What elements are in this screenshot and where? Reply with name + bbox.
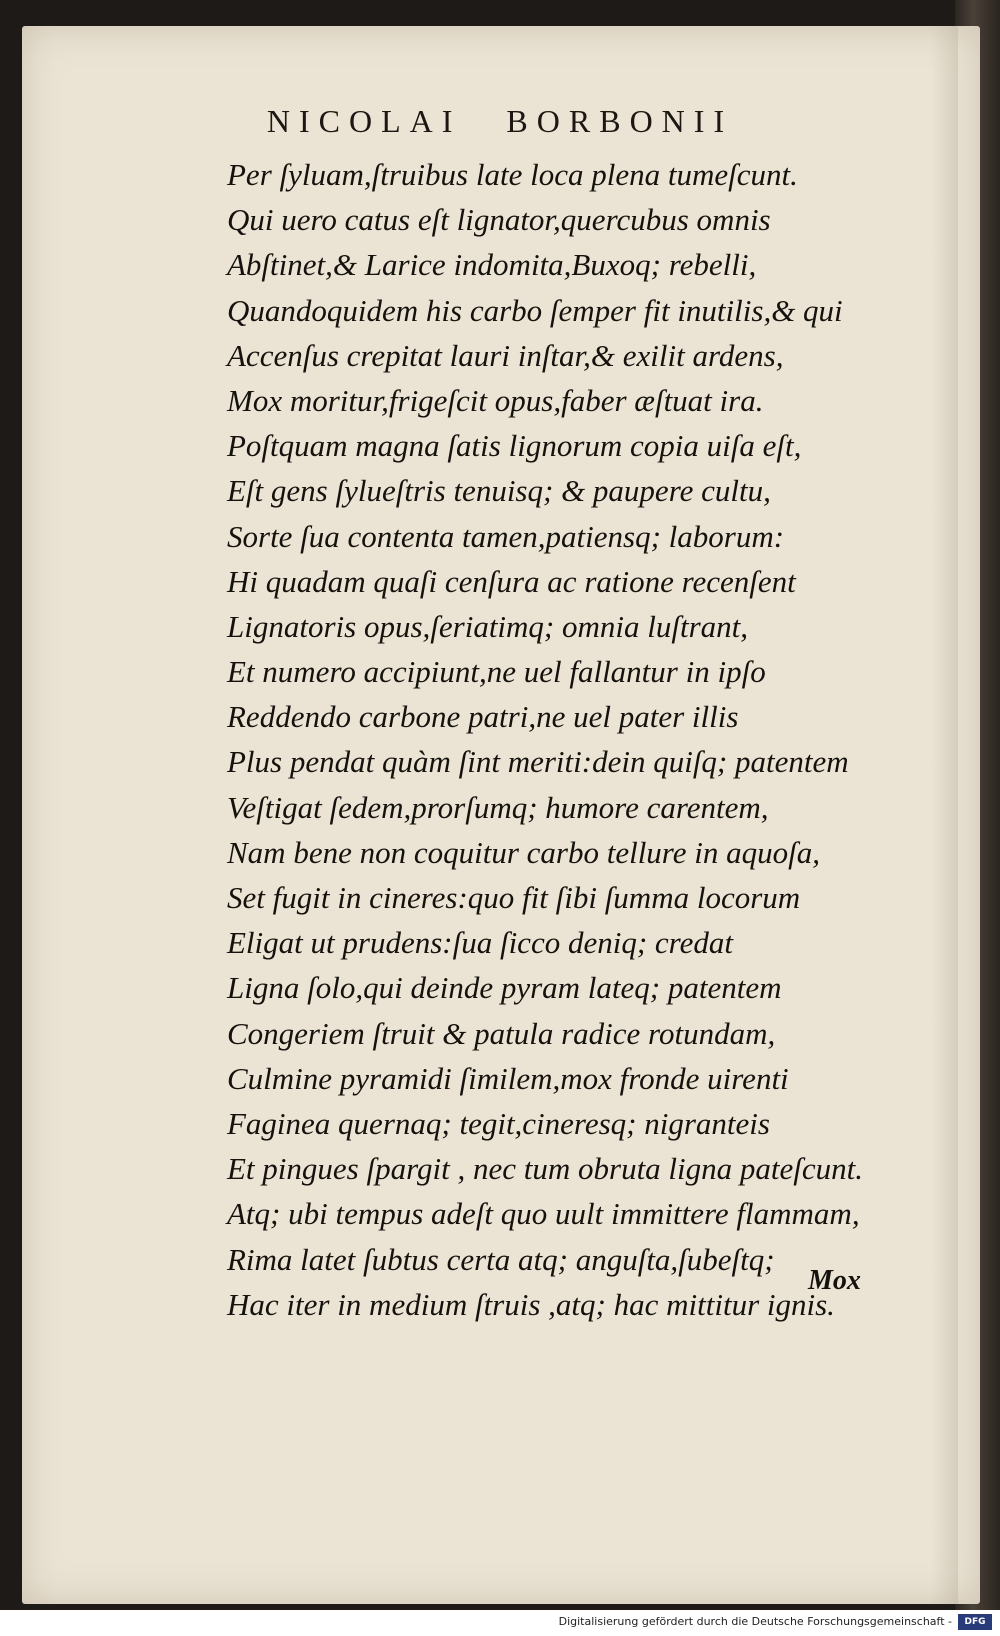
verse-line: Eligat ut prudens:ſua ſicco deniq; credat	[227, 925, 733, 961]
verse-line: Reddendo carbone patri,ne uel pater illis	[227, 699, 739, 735]
verse-line: Quandoquidem his carbo ſemper fit inutilis,& qui	[227, 292, 843, 328]
verse-line: Per ſyluam,ſtruibus late loca plena tumeſcunt.	[227, 157, 798, 192]
verse-line: Set fugit in cineres:quo fit ſibi ſumma locorum	[227, 880, 801, 915]
header-word-2: BORBONII	[506, 103, 734, 139]
funding-notice: Digitalisierung gefördert durch die Deutsche Forschungsgemeinschaft -	[558, 1615, 952, 1628]
verse-block	[227, 152, 927, 1327]
verse-line: Culmine pyramidi ſimilem,mox fronde uirenti	[227, 1060, 789, 1096]
verse-line: Hac iter in medium ſtruis ,atq; hac mittitur ignis.	[227, 1286, 835, 1322]
verse-line: Lignatoris opus,ſeriatimq; omnia luſtrant,	[227, 608, 749, 644]
verse-line: Ligna ſolo,qui deinde pyram lateq; patentem	[227, 970, 782, 1006]
verse-line: Rima latet ſubtus certa atq; anguſta,ſubeſtq;	[227, 1241, 775, 1277]
verse-line: Qui uero catus eſt lignator,quercubus omnis	[227, 202, 771, 238]
verse-line: Et pingues ſpargit , nec tum obruta ligna pateſcunt.	[227, 1151, 864, 1187]
verse-line: Hi quadam quaſi cenſura ac ratione recenſent	[227, 563, 796, 599]
verse-line: Eſt gens ſylueſtris tenuisq; & paupere cultu,	[227, 473, 771, 509]
verse-line: Plus pendat quàm ſint meriti:dein quiſq; patentem	[227, 744, 849, 780]
verse-line: Faginea quernaq; tegit,cineresq; nigranteis	[227, 1105, 770, 1141]
verse-line: Abſtinet,& Larice indomita,Buxoq; rebelli,	[227, 247, 757, 283]
page-shadow	[930, 26, 958, 1604]
verse-line: Congeriem ſtruit & patula radice rotundam,	[227, 1015, 776, 1051]
verse-line: Nam bene non coquitur carbo tellure in aquoſa,	[227, 834, 820, 870]
verse-line: Atq; ubi tempus adeſt quo uult immittere flammam,	[227, 1196, 860, 1232]
catchword: Mox	[808, 1265, 861, 1296]
header-word-1: NICOLAI	[266, 103, 462, 139]
running-header	[0, 103, 1000, 140]
verse-line: Veſtigat ſedem,prorſumq; humore carentem,	[227, 789, 769, 825]
dfg-logo: DFG	[958, 1614, 992, 1630]
verse-line: Sorte ſua contenta tamen,patiensq; laborum:	[227, 518, 785, 554]
digitization-footer	[0, 1612, 1000, 1636]
verse-line: Accenſus crepitat lauri inſtar,& exilit ardens,	[227, 337, 784, 373]
verse-line: Et numero accipiunt,ne uel fallantur in ipſo	[227, 654, 766, 690]
verse-line: Poſtquam magna ſatis lignorum copia uiſa eſt,	[227, 428, 802, 464]
verse-line: Mox moritur,frigeſcit opus,faber æſtuat ira.	[227, 382, 764, 418]
